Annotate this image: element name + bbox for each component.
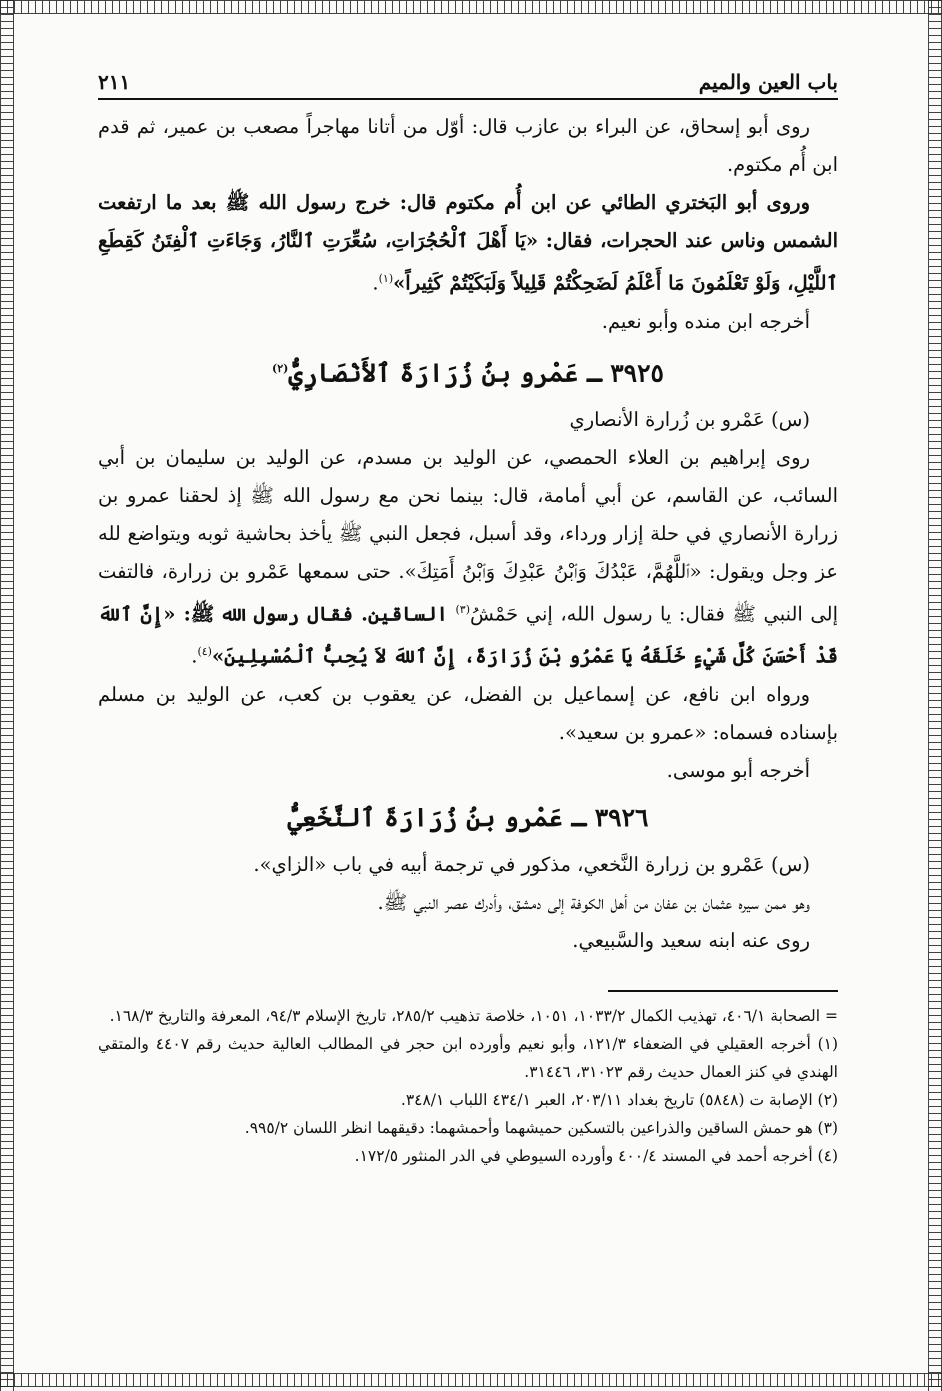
footnote-1: (١) أخرجه العقيلي في الضعفاء ١٢١/٣، وأبو نعيم وأورده ابن حجر في المطالب العالية حديث رقم ٤٤٠٧ والمتقي الهندي في كنز العمال حديث رقم ٣١٠٢٣، ٣١٤٤٦.: [98, 1034, 839, 1081]
footnote-3: (٣) هو حمش الساقين والذراعين بالتسكين حميشهما وأحمشهما: دقيقهما انظر اللسان ٩٩٥/٢.: [244, 1118, 838, 1137]
bottom-ornamental-border: [0, 1373, 942, 1387]
footnote-continued: = الصحابة ٤٠٦/١، تهذيب الكمال ١٠٣٣/٢، ١٠٥١، خلاصة تذهيب ٢٨٥/٢، تاريخ الإسلام ٩٤/٣، المعرفة والتاريخ ١٦٨/٣.: [109, 1006, 838, 1025]
paragraph-9: وهو ممن سيره عثمان بن عفان من أهل الكوفة إلى دمشق، وأدرك عصر النبي ﷺ.: [377, 890, 810, 914]
paragraph-2: [98, 184, 838, 303]
right-ornamental-border: [928, 0, 942, 1391]
paragraph-7: أخرجه أبو موسى.: [666, 758, 810, 782]
footnote-2: (٢) الإصابة ت (٥٨٤٨) تاريخ بغداد ٢٠٣/١١، العبر ٤٣٤/١ اللباب ٣٤٨/١.: [400, 1090, 838, 1109]
paragraph-2-text: وروى أبو البَختري الطائي عن ابن أُم مكتوم قال: خرج رسول الله ﷺ بعد ما ارتفعت الشمس وناس عند الحجرات، فقال: «يَا أَهْلَ ٱلْحُجُرَاتِ، سُعِّرَتِ ٱلنَّارُ، وَجَاءَتِ ٱلْفِتَنُ كَقِطَعِ ٱللَّيْلِ، وَلَوْ تَعْلَمُونَ مَا أَعْلَمُ لَضَحِكْتُمْ قَلِيلاً وَلَبَكَيْتُمْ كَثِيراً»: [98, 191, 838, 295]
chapter-title: باب العين والميم: [698, 70, 838, 94]
footnote-ref-4: (٤): [197, 645, 212, 659]
footnote-ref-3: (٣): [455, 602, 470, 616]
footnote-ref-1: (١): [378, 272, 394, 285]
footnote-4: (٤) أخرجه أحمد في المسند ٤٠٠/٤ وأورده السيوطي في الدر المنثور ١٧٢/٥.: [354, 1146, 838, 1165]
paragraph-5-text: روى إبراهيم بن العلاء الحمصي، عن الوليد بن مسدم، عن الوليد بن سليمان بن أبي السائب، عن القاسم، عن أبي أمامة، قال: بينما نحن مع رسول الله ﷺ إذ لحقنا عمرو بن زرارة الأنصاري في حلة إزار ورداء، وقد أسبل، فجعل النبي ﷺ يأخذ بحاشية ثوبه ويتواضع لله عز وجل ويقول: «ٱللَّهُمَّ، عَبْدُكَ وَٱبْنُ عَبْدِكَ وَٱبْنُ أَمَتِكَ». حتى سمعها عَمْرو بن زرارة، فالتفت إلى النبي ﷺ فقال: يا رسول الله، إني حَمْشُ: [98, 445, 838, 626]
footnote-separator: [608, 990, 838, 992]
footnote-ref-2: (٢): [272, 361, 289, 375]
paragraph-2-end: .: [372, 271, 379, 295]
entry-heading-3926: ٣٩٢٦ ـ عَمْرو بنُ زُرَارَةَ ٱلنَّخَعِيُّ: [287, 802, 649, 832]
paragraph-5: [98, 439, 838, 676]
top-ornamental-border: [0, 0, 942, 14]
paragraph-6: ورواه ابن نافع، عن إسماعيل بن الفضل، عن يعقوب بن كعب، عن الوليد بن مسلم بإسناده فسماه: «عمرو بن سعيد».: [98, 682, 838, 744]
paragraph-3: أخرجه ابن منده وأبو نعيم.: [601, 309, 810, 333]
paragraph-5-text-b: الساقين. فقال رسول الله ﷺ: «إِنَّ ٱللهَ قَدْ أَحْسَنَ كُلَّ شَيْءٍ خَلَقَهُ يَا عَمْرُو بْنَ زُرَارَةَ، إِنَّ ٱللهَ لاَ يُحِبُّ ٱلْمُسْبِلِينَ»: [98, 602, 838, 668]
entry-heading-3925: [98, 347, 838, 395]
paragraph-8: (س) عَمْرو بن زرارة النَّخعي، مذكور في ترجمة أبيه في باب «الزاي».: [253, 852, 810, 876]
paragraph-10: روى عنه ابنه سعيد والسَّبيعي.: [572, 928, 810, 952]
paragraph-4: (س) عَمْرو بن زُرارة الأنصاري: [569, 407, 810, 431]
entry-heading-3925-text: ٣٩٢٥ ـ عَمْرو بنُ زُرَارَةَ ٱلأَنْصَارِيُّ: [288, 357, 664, 387]
left-ornamental-border: [0, 0, 14, 1391]
paragraph-1: روى أبو إسحاق، عن البراء بن عازب قال: أوّل من أتانا مهاجراً مصعب بن عمير، ثم قدم ابن أُم مكتوم.: [98, 115, 838, 176]
page-number: ٢١١: [98, 70, 131, 94]
running-header: [98, 60, 838, 100]
paragraph-5-end: .: [191, 644, 198, 668]
book-page: [98, 60, 838, 1170]
